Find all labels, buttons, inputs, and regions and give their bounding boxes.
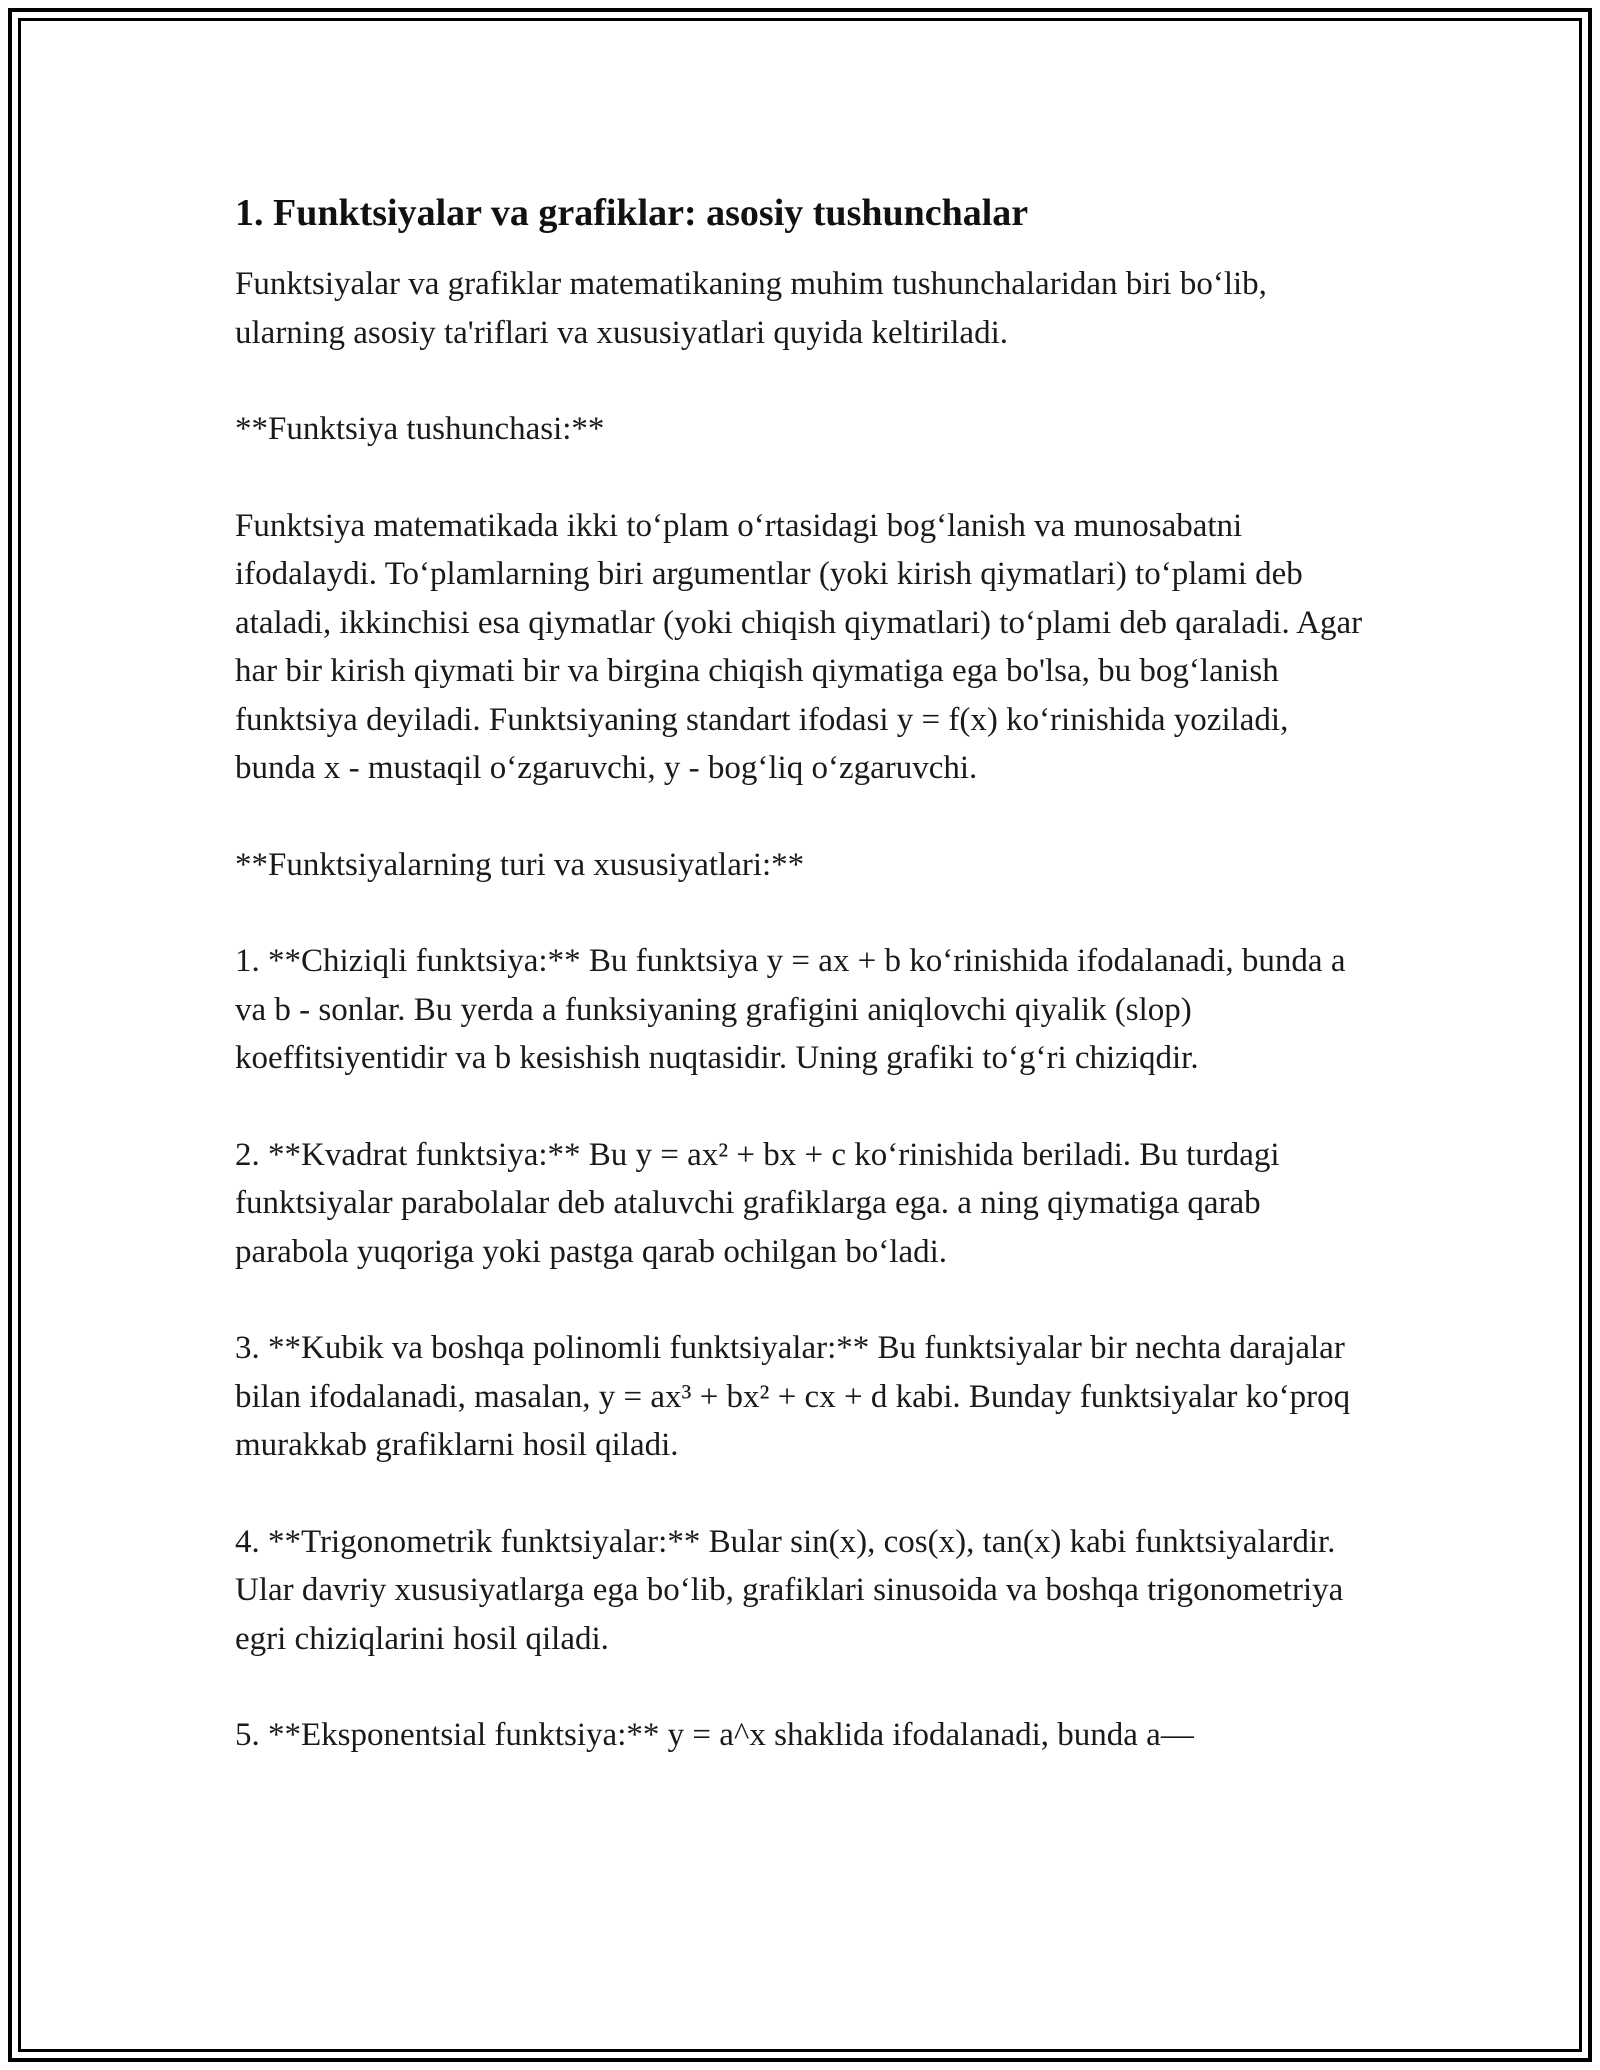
list-item-linear-function: 1. **Chiziqli funktsiya:** Bu funktsiya y = ax + b ko‘rinishida ifodalanadi, bunda a va b - sonlar. Bu yerda a funksiyaning grafigini aniqlovchi qiyalik (slop) koeffitsiyentidir va b kesishish nuqtasidir. Uning grafiki to‘g‘ri chiziqdir.	[235, 943, 1346, 1076]
list-item-quadratic-function: 2. **Kvadrat funktsiya:** Bu y = ax² + bx + c ko‘rinishida beriladi. Bu turdagi funktsiyalar parabolalar deb ataluvchi grafiklarga ega. a ning qiymatiga qarab parabola yuqoriga yoki pastga qarab ochilgan bo‘ladi.	[235, 1136, 1280, 1270]
list-item-trigonometric-functions: 4. **Trigonometrik funktsiyalar:** Bular sin(x), cos(x), tan(x) kabi funktsiyalardir. Ular davriy xususiyatlarga ega bo‘lib, grafiklari sinusoida va boshqa trigonometriya egri chiziqlarini hosil qiladi.	[235, 1523, 1344, 1657]
section-heading-function-concept: **Funktsiya tushunchasi:**	[235, 411, 605, 447]
intro-paragraph: Funktsiyalar va grafiklar matematikaning muhim tushunchalaridan biri bo‘lib, ularning asosiy ta'riflari va xususiyatlari quyida keltiriladi.	[235, 266, 1267, 351]
document-title: 1. Funktsiyalar va grafiklar: asosiy tushunchalar	[235, 192, 1029, 234]
list-item-exponential-function: 5. **Eksponentsial funktsiya:** y = a^x shaklida ifodalanadi, bunda a—	[235, 1717, 1194, 1753]
function-definition-paragraph: Funktsiya matematikada ikki to‘plam o‘rtasidagi bog‘lanish va munosabatni ifodalaydi. To‘plamlarning biri argumentlar (yoki kirish qiymatlari) to‘plami deb ataladi, ikkinchisi esa qiymatlar (yoki chiqish qiymatlari) to‘plami deb qaraladi. Agar har bir kirish qiymati bir va birgina chiqish qiymatiga ega bo'lsa, bu bog‘lanish funktsiya deyiladi. Funktsiyaning standart ifodasi y = f(x) ko‘rinishida yoziladi, bunda x - mustaqil o‘zgaruvchi, y - bog‘liq o‘zgaruvchi.	[235, 507, 1363, 786]
list-item-cubic-polynomial-functions: 3. **Kubik va boshqa polinomli funktsiyalar:** Bu funktsiyalar bir nechta darajalar bilan ifodalanadi, masalan, y = ax³ + bx² + cx + d kabi. Bunday funktsiyalar ko‘proq murakkab grafiklarni hosil qiladi.	[235, 1330, 1351, 1463]
document-body	[235, 188, 1365, 1760]
section-heading-function-types: **Funktsiyalarning turi va xususiyatlari:**	[235, 846, 805, 883]
